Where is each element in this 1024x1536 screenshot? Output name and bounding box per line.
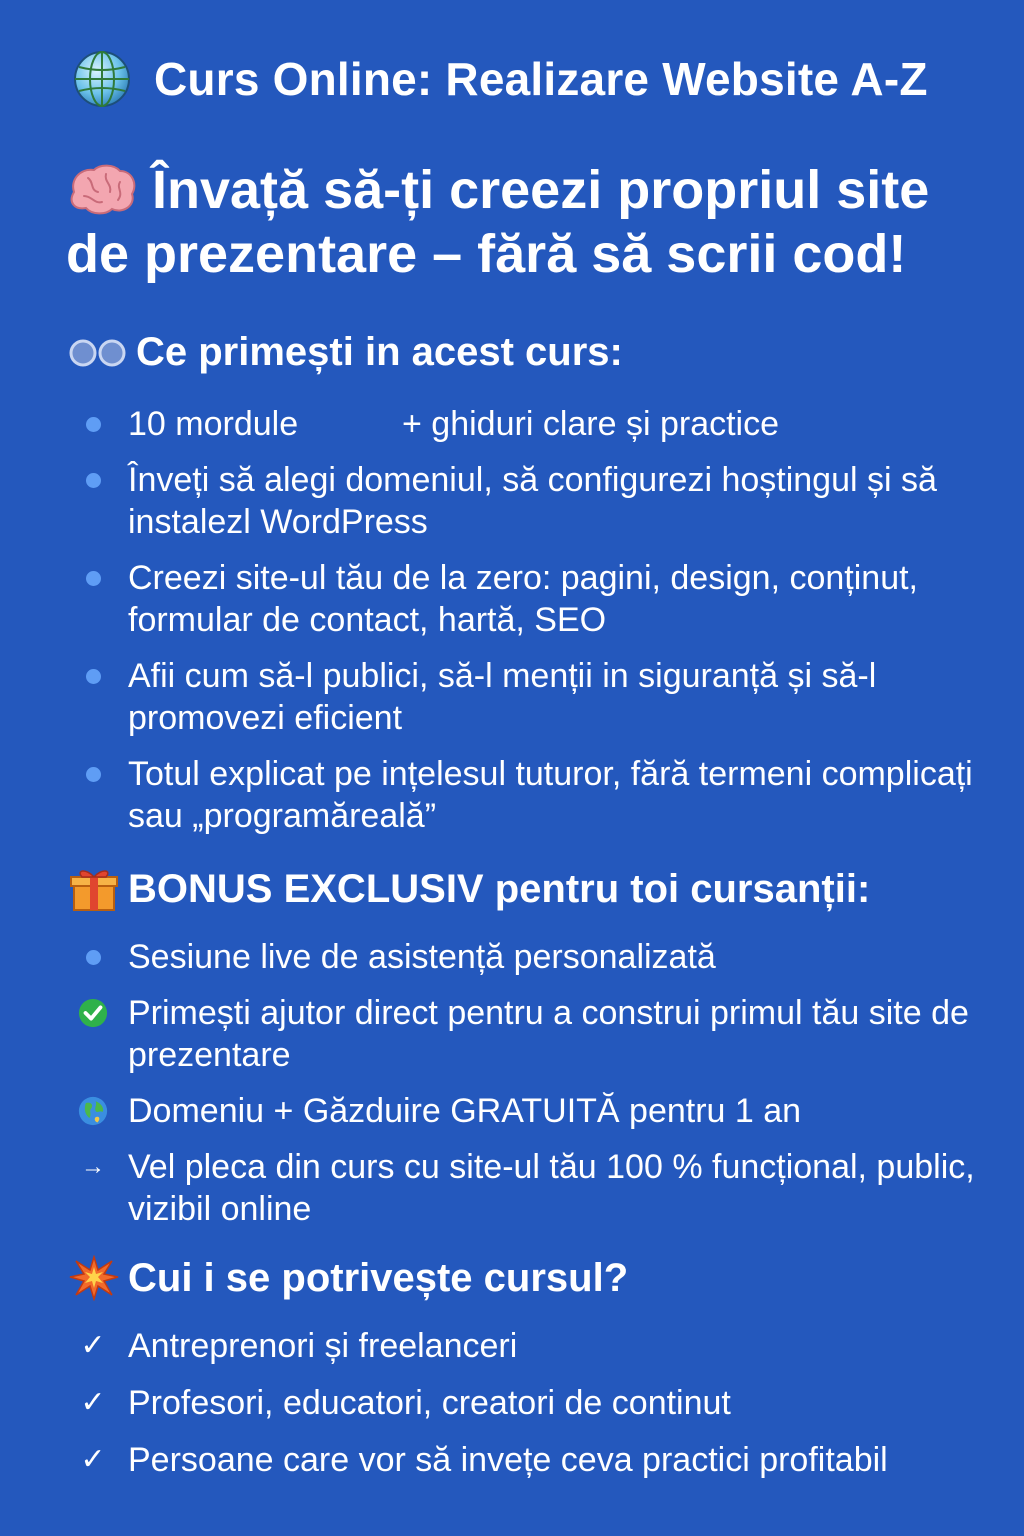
bullet-icon bbox=[78, 557, 108, 599]
bullet-icon bbox=[78, 403, 108, 445]
double-circle-icon bbox=[68, 337, 128, 369]
list-item bbox=[78, 936, 998, 978]
headline-text: Învață să-ți creezi propriul site de prezentare – fără să scrii cod! bbox=[66, 160, 930, 284]
bullet-icon bbox=[78, 753, 108, 795]
list-item-text: Vel pleca din curs cu site-ul tău 100 % funcțional, public, vizibil online bbox=[128, 1148, 975, 1228]
section-bonus bbox=[68, 866, 870, 912]
list-item bbox=[78, 459, 998, 543]
title-row bbox=[72, 48, 928, 110]
section-heading: Ce primești in acest curs: bbox=[136, 330, 623, 374]
list-item-text: Totul explicat pe ințelesul tuturor, fără termeni complicați sau „programăreală” bbox=[128, 755, 973, 835]
list-item bbox=[78, 992, 998, 1076]
list-item-text: Antreprenori și freelanceri bbox=[128, 1327, 518, 1365]
section-audience bbox=[68, 1255, 628, 1301]
bullet-icon bbox=[78, 459, 108, 501]
list-item-text: Creezi site-ul tău de la zero: pagini, design, conținut, formular de contact, hartă, SEO bbox=[128, 559, 919, 639]
list-item bbox=[78, 1382, 998, 1424]
bonus-list bbox=[78, 936, 998, 1230]
list-item-text: Sesiune live de asistență personalizată bbox=[128, 938, 716, 976]
collision-icon bbox=[68, 1255, 120, 1301]
earth-globe-icon bbox=[78, 1090, 108, 1132]
audience-list bbox=[78, 1325, 998, 1481]
list-item bbox=[78, 557, 998, 641]
list-item bbox=[78, 753, 998, 837]
page-title: Curs Online: Realizare Website A-Z bbox=[154, 53, 928, 105]
list-item-text: Afii cum să-l publici, să-l menții in siguranță și să-l promovezi eficient bbox=[128, 657, 877, 737]
list-item bbox=[78, 1325, 998, 1367]
brain-icon bbox=[66, 162, 138, 216]
checkmark-icon: ✓ bbox=[80, 1386, 106, 1419]
list-item bbox=[78, 1439, 998, 1481]
headline bbox=[66, 158, 986, 286]
list-item-text: 10 mordule + ghiduri clare și practice bbox=[128, 405, 780, 443]
list-item-text: Profesori, educatori, creatori de continut bbox=[128, 1384, 731, 1422]
list-item-text: Primești ajutor direct pentru a construi primul tău site de prezentare bbox=[128, 994, 969, 1074]
list-item bbox=[78, 1090, 998, 1132]
course-contents-list bbox=[78, 403, 998, 837]
section-heading: Cui i se potrivește cursul? bbox=[128, 1255, 629, 1300]
checkmark-icon: ✓ bbox=[80, 1329, 106, 1362]
blue-dot-icon bbox=[78, 936, 108, 978]
section-what-you-get bbox=[68, 330, 623, 375]
list-item-text: Înveți să alegi domeniul, să configurezi hoștingul și să instalezl WordPress bbox=[128, 461, 937, 541]
section-heading: BONUS EXCLUSIV pentru toi cursanții: bbox=[128, 866, 871, 911]
list-item bbox=[78, 655, 998, 739]
checkmark-icon: ✓ bbox=[80, 1443, 106, 1476]
list-item bbox=[78, 403, 998, 445]
arrow-right-icon: → bbox=[81, 1153, 105, 1180]
green-check-icon bbox=[78, 992, 108, 1034]
bullet-icon bbox=[78, 655, 108, 697]
gift-icon bbox=[68, 866, 120, 912]
globe-icon bbox=[72, 49, 132, 109]
list-item bbox=[78, 1146, 998, 1230]
list-item-text: Domeniu + Găzduire GRATUITĂ pentru 1 an bbox=[128, 1092, 802, 1130]
list-item-text: Persoane care vor să invețe ceva practici profitabil bbox=[128, 1441, 888, 1479]
